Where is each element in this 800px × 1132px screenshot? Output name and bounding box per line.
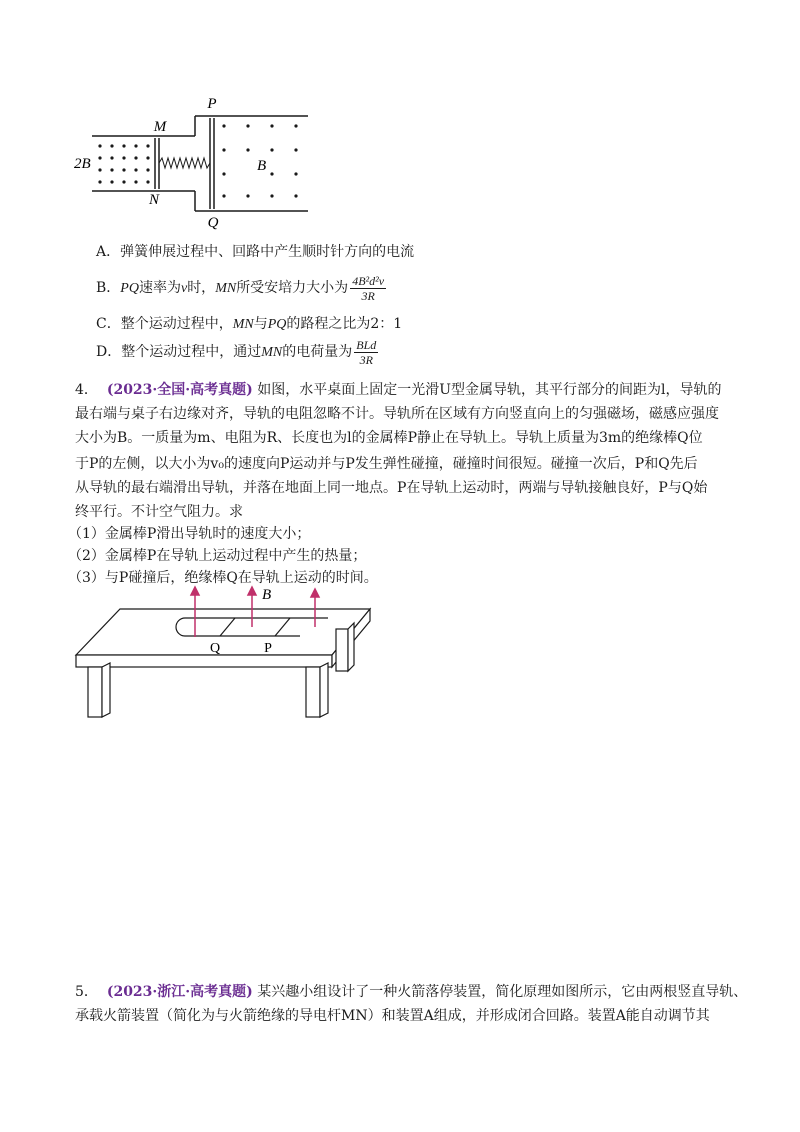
- field-dot: [146, 168, 149, 171]
- fraction-numerator: BLd: [356, 337, 377, 352]
- figure-table-rails: [70, 585, 380, 725]
- label-P: P: [207, 96, 217, 112]
- text: 速率为: [138, 280, 181, 296]
- q4-line-1: [75, 380, 722, 400]
- question-text: 某兴趣小组设计了一种火箭落停装置，简化原理如图所示，它由两根竖直导轨、: [257, 984, 748, 1000]
- field-dot: [134, 144, 137, 147]
- label-P: P: [264, 641, 272, 656]
- field-dot: [134, 180, 137, 183]
- fraction: [354, 338, 378, 367]
- field-dot: [134, 168, 137, 171]
- field-dot: [270, 124, 273, 127]
- q4-line-3: 大小为B。一质量为m、电阻为R、长度也为l的金属棒P静止在导轨上。导轨上质量为3m的绝缘棒Q位: [75, 430, 703, 446]
- q4-sub-2: （2）金属棒P在导轨上运动过程中产生的热量；: [68, 548, 367, 564]
- field-dot: [222, 148, 225, 151]
- q4-sub-3: （3）与P碰撞后，绝缘棒Q在导轨上运动的时间。: [68, 570, 378, 586]
- source-tag: (2023·全国·高考真题): [106, 382, 253, 398]
- field-dot: [222, 172, 225, 175]
- field-dot: [98, 156, 101, 159]
- field-dot: [146, 180, 149, 183]
- field-dot: [294, 124, 297, 127]
- symbol-pq: PQ: [120, 281, 139, 296]
- q4-line-2: 最右端与桌子右边缘对齐，导轨的电阻忽略不计。导轨所在区域有方向竖直向上的匀强磁场，磁感应强度: [75, 406, 719, 422]
- field-dot: [294, 172, 297, 175]
- field-dot: [122, 156, 125, 159]
- label-N: N: [148, 192, 160, 208]
- field-dot: [110, 144, 113, 147]
- q4-line-5: 从导轨的最右端滑出导轨，并落在地面上同一地点。P在导轨上运动时，两端与导轨接触良好，P与Q始: [75, 480, 708, 496]
- text: 所受安培力大小为: [236, 280, 349, 296]
- option-a: [96, 242, 414, 262]
- field-dot: [98, 180, 101, 183]
- field-dot: [294, 194, 297, 197]
- field-dot: [134, 156, 137, 159]
- q4-line-4: 于P的左侧，以大小为v₀的速度向P运动并与P发生弹性碰撞，碰撞时间很短。碰撞一次后，P和Q先后: [75, 456, 698, 472]
- q5-line-2: 承载火箭装置（简化为与火箭绝缘的导电杆MN）和装置A组成，并形成闭合回路。装置A能自动调节其: [75, 1008, 710, 1024]
- field-dot: [146, 144, 149, 147]
- field-dot: [270, 172, 273, 175]
- option-text: 弹簧伸展过程中、回路中产生顺时针方向的电流: [120, 244, 415, 260]
- fraction-denominator: 3R: [361, 288, 375, 303]
- question-number: 4．: [75, 382, 98, 398]
- option-letter: D．: [96, 344, 122, 360]
- text: 与: [253, 316, 268, 332]
- field-dot: [122, 168, 125, 171]
- field-dot: [122, 144, 125, 147]
- option-letter: C．: [96, 316, 121, 332]
- q4-sub-1: （1）金属棒P滑出导轨时的速度大小；: [68, 526, 311, 542]
- option-d: [96, 334, 380, 371]
- symbol-mn: MN: [215, 281, 237, 296]
- field-dot: [222, 124, 225, 127]
- option-b: [96, 270, 388, 307]
- text: 时，: [187, 280, 216, 296]
- text: 的路程之比为2：1: [286, 316, 403, 332]
- field-dot: [110, 180, 113, 183]
- field-dot: [246, 194, 249, 197]
- q5-line-1: [75, 982, 747, 1002]
- field-dot: [270, 194, 273, 197]
- option-letter: A．: [96, 244, 121, 260]
- symbol-mn: MN: [232, 317, 254, 332]
- rod-mn: [155, 138, 159, 189]
- field-dots-2b: [98, 144, 149, 183]
- symbol-pq: PQ: [267, 317, 287, 332]
- text: 整个运动过程中，通过: [121, 344, 262, 360]
- label-Q: Q: [209, 641, 221, 656]
- symbol-v: v: [180, 281, 188, 296]
- fraction-denominator: 3R: [359, 352, 373, 367]
- field-dot: [110, 168, 113, 171]
- field-dot: [98, 144, 101, 147]
- field-dot: [294, 148, 297, 151]
- option-letter: B．: [96, 280, 121, 296]
- q4-line-6: 终平行。不计空气阻力。求: [75, 504, 243, 520]
- label-B: B: [262, 587, 272, 603]
- label-B: B: [257, 158, 267, 174]
- field-dot: [246, 124, 249, 127]
- text: 整个运动过程中，: [120, 316, 233, 332]
- text: 的电荷量为: [282, 344, 353, 360]
- option-c: [96, 314, 402, 335]
- spring: [159, 158, 210, 168]
- label-Q: Q: [207, 215, 219, 230]
- field-dot: [270, 148, 273, 151]
- figure-magnetic-rails: [70, 90, 330, 230]
- question-text: 如图，水平桌面上固定一光滑U型金属导轨，其平行部分的间距为l，导轨的: [257, 382, 722, 398]
- label-M: M: [153, 119, 167, 135]
- field-dot: [246, 148, 249, 151]
- field-dot: [98, 168, 101, 171]
- fraction-numerator: 4B²d²v: [352, 273, 385, 288]
- fraction: [350, 274, 386, 303]
- question-number: 5．: [75, 984, 98, 1000]
- source-tag: (2023·浙江·高考真题): [106, 984, 253, 1000]
- symbol-mn: MN: [261, 345, 283, 360]
- field-dot: [122, 180, 125, 183]
- field-dot: [222, 194, 225, 197]
- field-dot: [110, 156, 113, 159]
- label-2B: 2B: [74, 156, 91, 172]
- rod-pq: [210, 118, 214, 209]
- field-dot: [146, 156, 149, 159]
